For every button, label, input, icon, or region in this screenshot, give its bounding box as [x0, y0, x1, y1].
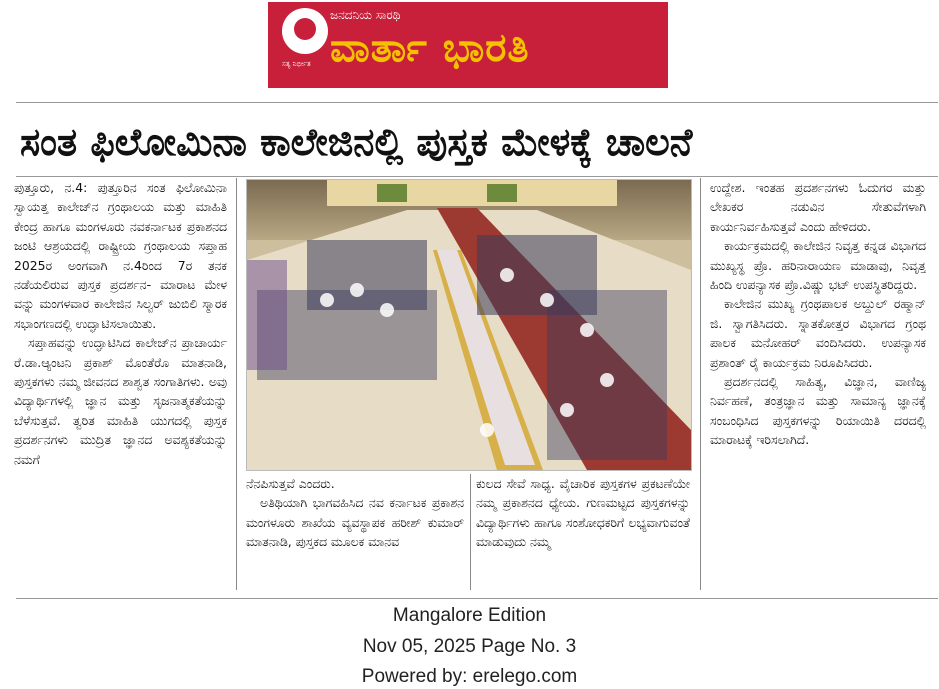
- divider: [16, 102, 938, 103]
- paragraph: ಪುತ್ತೂರು, ನ.4: ಪುತ್ತೂರಿನ ಸಂತ ಫಿಲೋಮಿನಾ ಸ್ವಾಯತ್ತ ಕಾಲೇಜ್‌ನ ಗ್ರಂಥಾಲಯ ಮತ್ತು ಮಾಹಿತಿ ಕೇಂದ್ರ ಹಾಗೂ ಮಂಗಳೂರು ನವಕರ್ನಾಟಕ ಪ್ರಕಾಶನದ ಜಂಟಿ ಆಶ್ರಯದಲ್ಲಿ ರಾಷ್ಟ್ರೀಯ ಗ್ರಂಥಾಲಯ ಸಪ್ತಾಹ 2025ರ ಅಂಗವಾಗಿ ನ.4ರಿಂದ 7ರ ತನಕ ನಡೆಯಲಿರುವ ಪುಸ್ತಕ ಪ್ರದರ್ಶನ- ಮಾರಾಟ ಮೇಳ ವನ್ನು ಮಂಗಳವಾರ ಕಾಲೇಜಿನ ಸಿಲ್ವರ್ ಜುಬಿಲಿ ಸ್ಮಾರಕ ಸಭಾಂಗಣದಲ್ಲಿ ಉದ್ಘಾಟಿಸಲಾಯಿತು.: [14, 180, 227, 331]
- column-divider: [470, 474, 471, 590]
- masthead-tagline: ಸತ್ಯ ನಿರ್ಭೀತ: [282, 60, 311, 68]
- masthead-brand: ವಾರ್ತಾ ಭಾರತಿ: [330, 25, 530, 71]
- paragraph: ಕುಲದ ಸೇವೆ ಸಾಧ್ಯ. ವೈಚಾರಿಕ ಪುಸ್ತಕಗಳ ಪ್ರಕಟಣೆಯೇ ನಮ್ಮ ಪ್ರಕಾಶನದ ಧ್ಯೇಯ. ಗುಣಮಟ್ಟದ ಪುಸ್ತಕಗಳನ್ನು ವಿದ್ಯಾರ್ಥಿಗಳು ಹಾಗೂ ಸಂಶೋಧಕರಿಗೆ ಲಭ್ಯವಾಗುವಂತೆ ಮಾಡುವುದು ನಮ್ಮ: [476, 476, 690, 550]
- article-column-3: [476, 474, 690, 590]
- paragraph: ನೆನಪಿಸುತ್ತವೆ ಎಂದರು.: [246, 476, 335, 491]
- paragraph: ಉದ್ದೇಶ. ಇಂತಹ ಪ್ರದರ್ಶನಗಳು ಓದುಗರ ಮತ್ತು ಲೇಖಕರ ನಡುವಿನ ಸೇತುವೆಗಳಾಗಿ ಕಾರ್ಯನಿರ್ವಹಿಸುತ್ತವೆ ಎಂದು ಹೇಳಿದರು.: [710, 180, 926, 234]
- paragraph: ಸಪ್ತಾಹವನ್ನು ಉದ್ಘಾಟಿಸಿದ ಕಾಲೇಜ್‌ನ ಪ್ರಾಚಾರ್ಯ ರೆ.ಡಾ.ಆ್ಯಂಟನಿ ಪ್ರಕಾಶ್ ಮೊಂತೆರೊ ಮಾತನಾಡಿ, ಪುಸ್ತಕಗಳು ನಮ್ಮ ಜೀವನದ ಶಾಶ್ವತ ಸಂಗಾತಿಗಳು. ಅವು ವಿದ್ಯಾರ್ಥಿಗಳಲ್ಲಿ ಜ್ಞಾನ ಮತ್ತು ಸೃಜನಾತ್ಮಕತೆಯನ್ನು ಬೆಳೆಸುತ್ತವೆ. ತ್ವರಿತ ಮಾಹಿತಿ ಯುಗದಲ್ಲಿ ಪುಸ್ತಕ ಪ್ರದರ್ಶನಗಳು ಮುದ್ರಿತ ಜ್ಞಾನದ ಅವಶ್ಯಕತೆಯನ್ನು ನಮಗೆ: [14, 335, 227, 467]
- divider: [16, 598, 938, 599]
- paragraph: ಅತಿಥಿಯಾಗಿ ಭಾಗವಹಿಸಿದ ನವ ಕರ್ನಾಟಕ ಪ್ರಕಾಶನ ಮಂಗಳೂರು ಶಾಖೆಯ ವ್ಯವಸ್ಥಾಪಕ ಹರೀಶ್ ಕುಮಾರ್ ಮಾತನಾಡಿ, ಪುಸ್ತಕದ ಮೂಲಕ ಮಾನವ: [246, 495, 464, 550]
- masthead-logo: [268, 2, 668, 88]
- article-column-2: [246, 474, 464, 590]
- paragraph: ಕಾಲೇಜಿನ ಮುಖ್ಯ ಗ್ರಂಥಪಾಲಕ ಅಬ್ದುಲ್ ರಹ್ಮಾನ್ ಜಿ. ಸ್ವಾಗತಿಸಿದರು. ಸ್ನಾತಕೋತ್ತರ ವಿಭಾಗದ ಗ್ರಂಥ ಪಾಲಕ ಮನೋಹರ್ ವಂದಿಸಿದರು. ಉಪನ್ಯಾಸಕ ಪ್ರಶಾಂತ್ ರೈ ಕಾರ್ಯಕ್ರಮ ನಿರೂಪಿಸಿದರು.: [710, 296, 926, 370]
- column-divider: [236, 178, 237, 590]
- article-column-4: [710, 178, 926, 590]
- article-photo: [246, 179, 692, 471]
- paragraph: ಕಾರ್ಯಕ್ರಮದಲ್ಲಿ ಕಾಲೇಜಿನ ನಿವೃತ್ತ ಕನ್ನಡ ವಿಭಾಗದ ಮುಖ್ಯಸ್ಥ ಪ್ರೊ. ಹರಿನಾರಾಯಣ ಮಾಡಾವು, ನಿವೃತ್ತ ಹಿಂದಿ ಉಪನ್ಯಾಸಕ ಪ್ರೊ.ವಿಷ್ಣು ಭಟ್ ಉಪಸ್ಥಿತರಿದ್ದರು.: [710, 238, 926, 293]
- edition-label: Mangalore Edition: [392, 605, 547, 626]
- book-fair-photo-icon: [247, 180, 691, 470]
- powered-by-label: Powered by: erelego.com: [361, 666, 578, 687]
- divider: [16, 176, 938, 177]
- article-column-1: [14, 178, 227, 590]
- date-page-label: Nov 05, 2025 Page No. 3: [362, 636, 577, 657]
- masthead-top-line: ಜನದನಿಯ ಸಾರಥಿ: [330, 8, 401, 22]
- article-headline: ಸಂತ ಫಿಲೋಮಿನಾ ಕಾಲೇಜಿನಲ್ಲಿ ಪುಸ್ತಕ ಮೇಳಕ್ಕೆ ಚಾಲನೆ: [20, 120, 693, 164]
- column-divider: [700, 178, 701, 590]
- logo-emblem-icon: [282, 8, 328, 54]
- paragraph: ಪ್ರದರ್ಶನದಲ್ಲಿ ಸಾಹಿತ್ಯ, ವಿಜ್ಞಾನ, ವಾಣಿಜ್ಯ ನಿರ್ವಹಣೆ, ತಂತ್ರಜ್ಞಾನ ಮತ್ತು ಸಾಮಾನ್ಯ ಜ್ಞಾನಕ್ಕೆ ಸಂಬಂಧಿಸಿದ ಪುಸ್ತಕಗಳನ್ನು ರಿಯಾಯಿತಿ ದರದಲ್ಲಿ ಮಾರಾಟಕ್ಕೆ ಇರಿಸಲಾಗಿದೆ.: [710, 374, 926, 448]
